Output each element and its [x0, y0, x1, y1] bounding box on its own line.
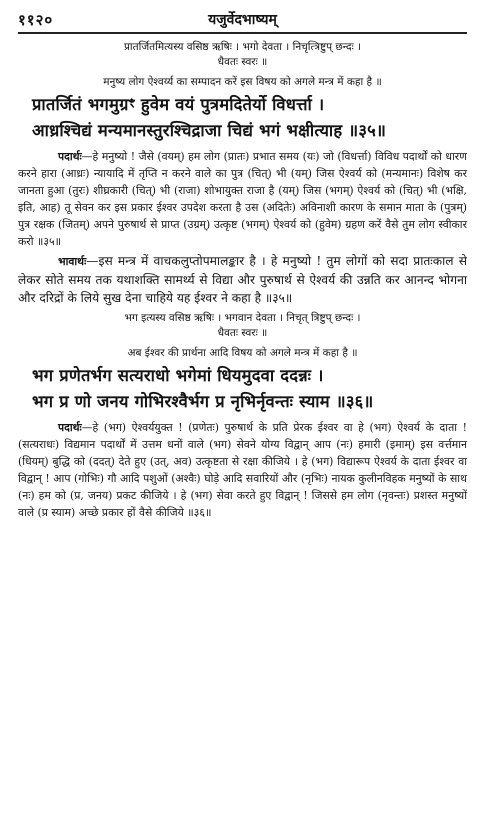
- svara-line: धैवतः स्वरः ॥: [217, 327, 268, 339]
- padarth-text: —हे मनुष्यो ! जैसे (वयम्) हम लोग (प्रातः) प्रभात समय (यः) जो (विधर्त्ता) विविध पदार्थों को धारण करने हारा (आध्रः) न्यायादि में तृप्ति न करने वाले का पुत्र (चित्) भी (यम्) जिस ऐश्वर्य को (मन्यमानः) विशेष कर जानता हुआ (तुरः) शीघ्रकारी (चित्) भी (राजा) शोभायुक्त राजा है (यम्) जिस (भगम्) ऐश्वर्य को (चित्) भी (भक्षि, इति, आह) तू सेवन कर इस प्रकार ईश्वर उपदेश करता है उस (अदितेः) अविनाशी कारण के समान माता के (पुत्रम्) पुत्र रक्षक (जितम्) अपने पुरुषार्थ से प्राप्त (उग्रम्) उत्कृष्ट (भगम्) ऐश्वर्य को (हुवेम) ग्रहण करें वैसे तुम लोग स्वीकार करो ॥३५॥: [18, 150, 467, 248]
- padarth-paragraph: [18, 148, 467, 250]
- bhavarth-text: —इस मन्त्र में वाचकलुप्तोपमालङ्कार है । हे मनुष्यो ! तुम लोगों को सदा प्रातःकाल से लेकर सोते समय तक यथाशक्ति सामर्थ्य से विद्या और पुरुषार्थ से ऐश्वर्य की उन्नति कर आनन्द भोगना और दरिद्रों के लिये सुख देना चाहिये यह ईश्वर ने कहा है ॥३५॥: [18, 254, 467, 305]
- running-title: यजुर्वेदभाष्यम्: [208, 12, 277, 28]
- padarth-paragraph: [18, 419, 467, 521]
- bhavarth-label: भावार्थः: [58, 255, 87, 268]
- bhavarth-paragraph: [18, 252, 467, 307]
- page-header: [18, 10, 467, 34]
- mantra-verse-line: भग प्रणेतर्भग सत्यराधो भगेमां धियमुदवा ददन्नः ।: [32, 366, 324, 385]
- mantra-intro: अब ईश्वर की प्रार्थना आदि विषय को अगले मन्त्र में कहा है ॥: [127, 347, 358, 359]
- rishi-devata-line: प्रातर्जितमित्यस्य वसिष्ठ ऋषिः । भगो देवता । निचृत्त्रिष्टुप् छन्दः ।: [123, 41, 362, 53]
- svara-line: धैवतः स्वरः ॥: [217, 56, 268, 68]
- page-number: ११२०: [18, 11, 54, 29]
- mantra-intro: मनुष्य लोग ऐश्वर्य्य का सम्पादन करें इस विषय को अगले मन्त्र में कहा है ॥: [103, 76, 382, 88]
- padarth-label: पदार्थः: [58, 421, 82, 434]
- padarth-label: पदार्थः: [58, 150, 82, 163]
- mantra-verse-line: भग प्र णो जनय गोभिरश्वैर्भग प्र नृभिर्नृवन्तः स्याम ॥३६॥: [32, 392, 374, 411]
- mantra-verse-line: आध्रश्चिद्यं मन्यमानस्तुरश्चिद्राजा चिद्यं भगं भक्षीत्याह ॥३५॥: [32, 121, 387, 140]
- mantra-verse-line: प्रातर्जितं भगमुग्रꣳ हुवेम वयं पुत्रमदितेर्यो विधर्त्ता ।: [32, 95, 325, 114]
- padarth-text: —हे (भग) ऐश्वर्ययुक्त ! (प्रणेतः) पुरुषार्थ के प्रति प्रेरक ईश्वर वा हे (भग) ऐश्वर्य के दाता ! (सत्यराधः) विद्यमान पदार्थों में उत्तम धनों वाले (भग) सेवने योग्य विद्वान् आप (नः) हमारी (इमाम्) इस वर्त्तमान (धियम्) बुद्धि को (ददत्) देते हुए (उत्, अव) उत्कृष्टता से रक्षा कीजिये । हे (भग) विद्यारूप ऐश्वर्य के दाता ईश्वर वा विद्वान् ! आप (गोभिः) गौ आदि पशुओं (अश्वैः) घोड़े आदि सवारियों और (नृभिः) नायक कुलीनविहक मनुष्यों के साथ (नः) हम को (प्र, जनय) प्रकट कीजिये । हे (भग) सेवा करते हुए विद्वान् ! जिससे हम लोग (नृवन्तः) प्रशस्त मनुष्यों वाले (प्र स्याम) अच्छे प्रकार हों वैसे कीजिये ॥३६॥: [18, 421, 467, 519]
- rishi-devata-line: भग इत्यस्य वसिष्ठ ऋषिः । भगवान देवता । निचृत् त्रिष्टुप् छन्दः ।: [124, 312, 361, 324]
